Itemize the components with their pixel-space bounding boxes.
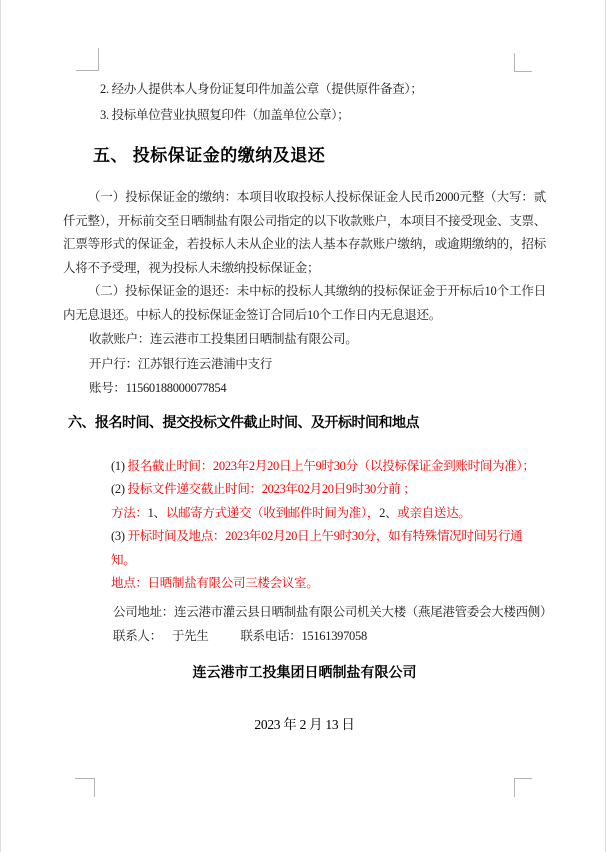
account-line-bank: 开户行：江苏银行连云港浦中支行: [89, 356, 273, 371]
notice-line-submission-deadline: [111, 478, 546, 502]
crop-mark-bottom-right: [514, 778, 532, 797]
list-item-2: 2. 经办人提供本人身份证复印件加盖公章（提供原件备查）；: [100, 82, 423, 96]
notice-line-registration-deadline: [111, 455, 546, 479]
text-segment: 报名截止时间：2023年2月20日上午9时30分（以投标保证金到账时间为准）；: [127, 458, 535, 473]
crop-mark-top-left: [76, 48, 99, 71]
text-segment: (3): [111, 529, 128, 543]
contact-phone-number: 15161397058: [301, 628, 367, 643]
text-segment: 以邮寄方式递交（收到邮件时间为准），: [165, 505, 380, 520]
text-segment: 开标时间及地点：2023年02月20日上午9时30分，如有特殊情况时间另行通知。: [111, 529, 523, 567]
text-segment: 投标文件递交截止时间：2023年02月20日9时30分前 ；: [127, 482, 416, 496]
contact-label: 联系人：: [113, 628, 162, 643]
section5-paragraph-1: （一）投标保证金的缴纳：本项目收取投标人投标保证金人民币2000元整（大写：贰仟元整），开标前交至日晒制盐有限公司指定的以下收款账户，本项目不接受现金、支票、汇票等形式的保证金，若投标人未从企业的法人基本存款账户缴纳，或逾期缴纳的，招标人将不予受理，视为投标人未缴纳投标保证金；: [63, 190, 546, 275]
notice-line-opening-time: [111, 525, 546, 572]
text-segment: (2): [111, 482, 128, 496]
notice-line-location: [111, 572, 546, 596]
account-line-payee: 收款账户：连云港市工投集团日晒制盐有限公司。: [89, 332, 358, 346]
contact-name: 于先生: [171, 628, 209, 643]
section5-paragraph-2: （二）投标保证金的退还：未中标的投标人其缴纳的投标保证金于开标后10个工作日内无息退还。中标人的投标保证金签订合同后10个工作日内无息退还。: [63, 284, 546, 322]
text-segment: 方法：: [111, 505, 148, 520]
crop-mark-bottom-left: [75, 778, 95, 797]
account-line-number: 账号：11560188000077854: [89, 381, 227, 395]
text-segment: 地点：日晒制盐有限公司三楼会议室。: [111, 576, 319, 590]
text-segment: 2、: [379, 505, 398, 520]
contact-line: [113, 624, 546, 648]
contact-phone-label: 联系电话：: [240, 628, 302, 643]
document-content: [63, 76, 553, 737]
date-line: 2023 年 2 月 13 日: [254, 716, 355, 732]
notice-line-method: [111, 502, 546, 526]
text-segment: 1、: [147, 505, 166, 520]
list-item-3: 3. 投标单位营业执照复印件（加盖单位公章）；: [100, 108, 350, 122]
address-line: 公司地址：连云港市灌云县日晒制盐有限公司机关大楼（燕尾港管委会大楼西侧）: [113, 604, 553, 619]
company-signature: 连云港市工投集团日晒制盐有限公司: [192, 665, 417, 681]
section6-heading: 六、报名时间、提交投标文件截止时间、及开标时间和地点: [68, 415, 419, 431]
text-segment: 或亲自送达。: [397, 505, 471, 520]
crop-mark-top-right: [514, 53, 532, 72]
section5-heading: 五、 投标保证金的缴纳及退还: [93, 146, 326, 165]
text-segment: (1): [111, 458, 128, 473]
